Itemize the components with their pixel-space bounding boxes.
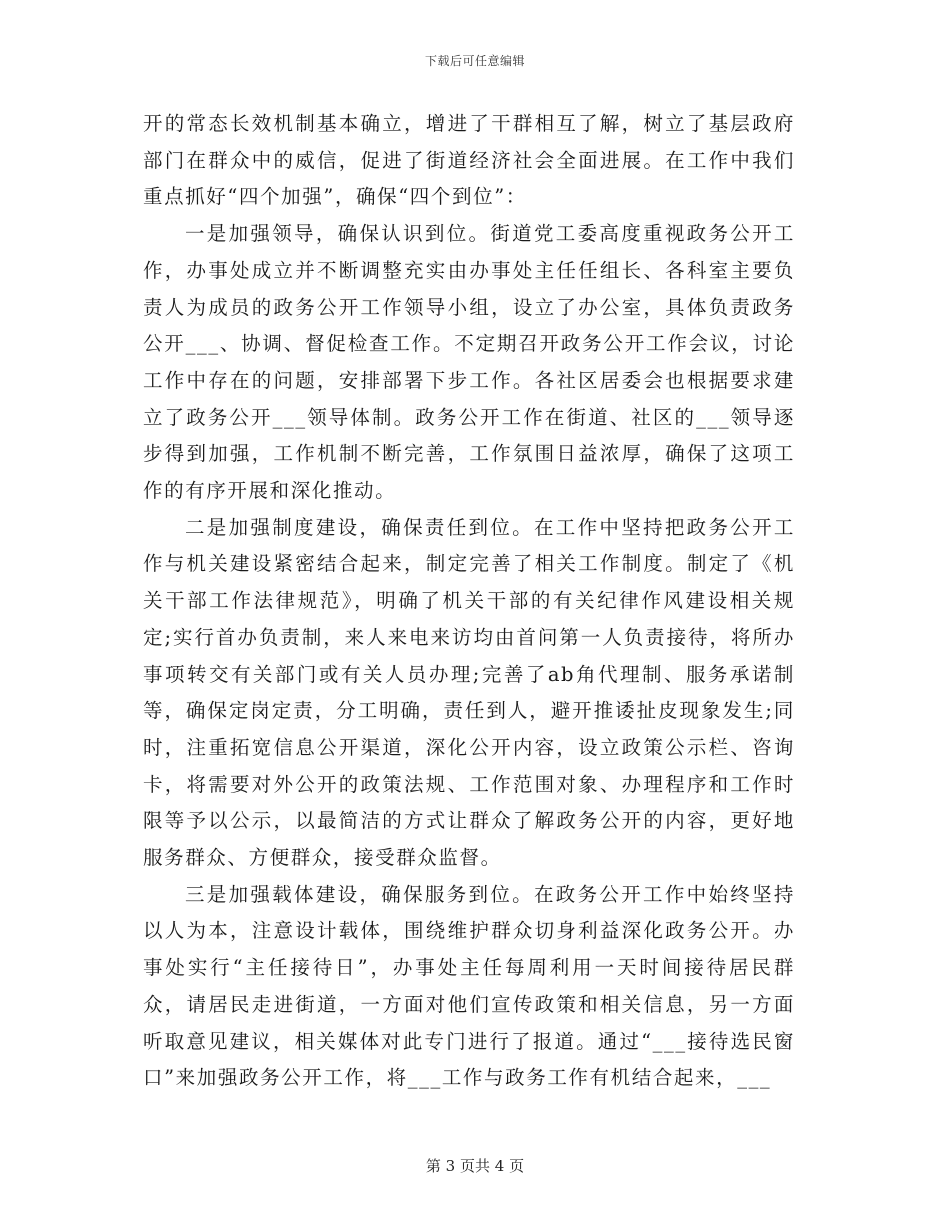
paragraph-leadership: 一是加强领导，确保认识到位。街道党工委高度重视政务公开工作，办事处成立并不断调整充实由办事处主任任组长、各科室主要负责人为成员的政务公开工作领导小组，设立了办公室，具体负责政务公开___、协调、督促检查工作。不定期召开政务公开工作会议，讨论工作中存在的问题，安排部署下步工作。各社区居委会也根据要求建立了政务公开___领导体制。政务公开工作在街道、社区的___领导逐步得到加强，工作机制不断完善，工作氛围日益浓厚，确保了这项工作的有序开展和深化推动。: [143, 222, 795, 503]
document-body: [143, 106, 795, 1097]
page-number: 第 3 页共 4 页: [425, 1157, 525, 1175]
paragraph-system-building: 二是加强制度建设，确保责任到位。在工作中坚持把政务公开工作与机关建设紧密结合起来，制定完善了相关工作制度。制定了《机关干部工作法律规范》，明确了机关干部的有关纪律作风建设相关规定;实行首办负责制，来人来电来访均由首问第一人负责接待，将所办事项转交有关部门或有关人员办理;完善了ab角代理制、服务承诺制等，确保定岗定责，分工明确，责任到人，避开推诿扯皮现象发生;同时，注重拓宽信息公开渠道，深化公开内容，设立政策公示栏、咨询卡，将需要对外公开的政策法规、工作范围对象、办理程序和工作时限等予以公示，以最简洁的方式让群众了解政务公开的内容，更好地服务群众、方便群众，接受群众监督。: [143, 515, 795, 870]
paragraph-carrier-building: 三是加强载体建设，确保服务到位。在政务公开工作中始终坚持以人为本，注意设计载体，围绕维护群众切身利益深化政务公开。办事处实行“主任接待日”，办事处主任每周利用一天时间接待居民群众，请居民走进街道，一方面对他们宣传政策和相关信息，另一方面听取意见建议，相关媒体对此专门进行了报道。通过“___接待选民窗口”来加强政务公开工作，将___工作与政务工作有机结合起来，___: [143, 882, 795, 1090]
paragraph-continuation: 开的常态长效机制基本确立，增进了干群相互了解，树立了基层政府部门在群众中的威信，促进了街道经济社会全面进展。在工作中我们重点抓好“四个加强”，确保“四个到位”：: [143, 112, 795, 209]
page-header-note: 下载后可任意编辑: [424, 54, 525, 68]
